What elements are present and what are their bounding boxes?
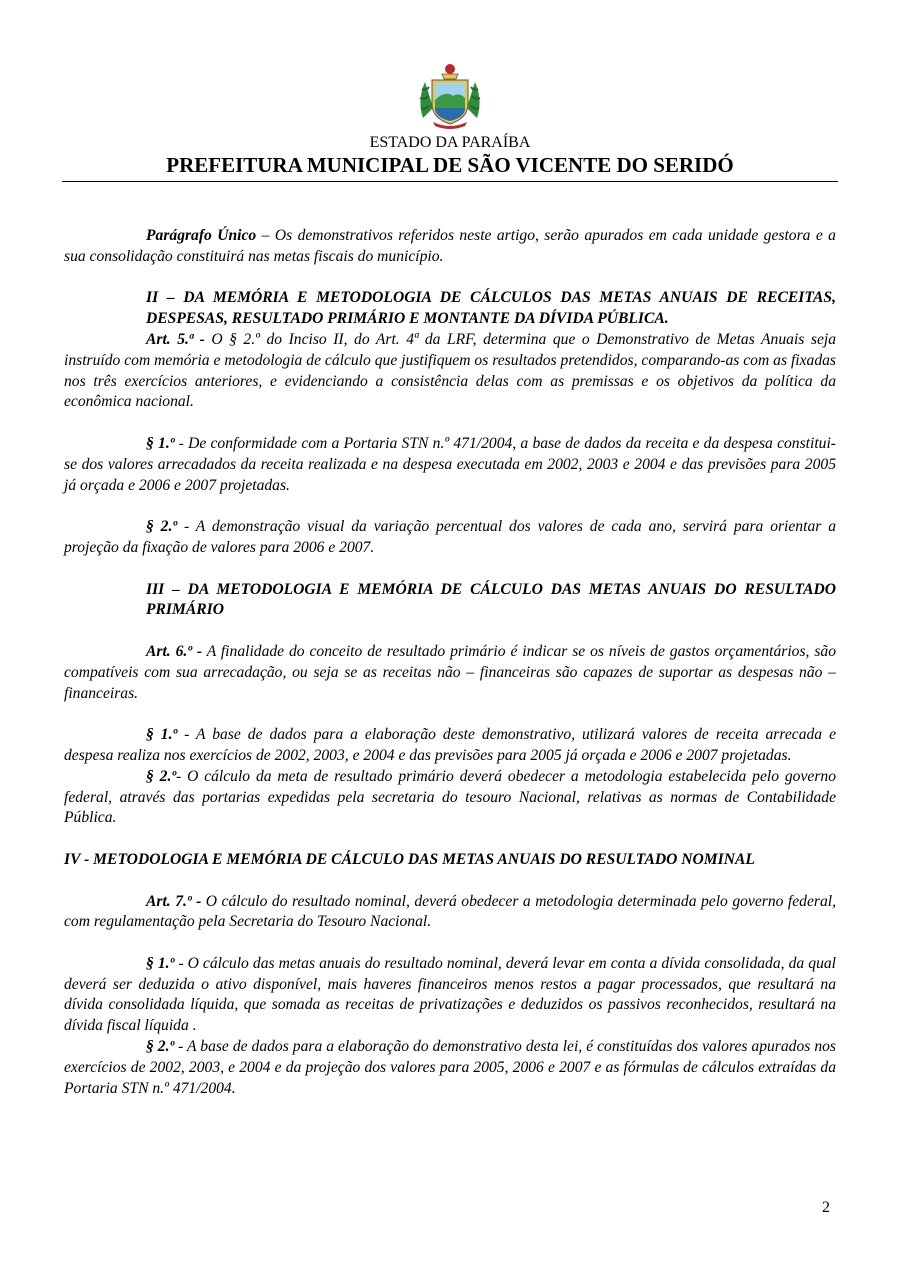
document-header — [0, 60, 900, 177]
page-number: 2 — [822, 1199, 830, 1216]
article-label: Art. 5.ª - — [146, 330, 205, 348]
section-text: - De conformidade com a Portaria STN n.º 471/2004, a base de dados da receita e da despesa constitui-se dos valores arrecadados da receita realizada e na despesa executada em 2002, 2003 e 2004 e das previsões para 2005 já orçada e 2006 e 2007 projetadas. — [64, 434, 836, 494]
section-label: § 2.º — [146, 1038, 175, 1056]
paragraph-unico — [64, 226, 836, 268]
article-5-section-1 — [64, 434, 836, 496]
section-label: § 1.º — [146, 954, 175, 972]
section-text: - A base de dados para a elaboração deste demonstrativo, utilizará valores de receita arrecada e despesa realiza nos exercícios de 2002, 2003, e 2004 e das previsões para 2005 já orçada e 2006 e 2007 projetadas. — [64, 726, 836, 764]
coat-of-arms-icon — [415, 60, 485, 130]
article-7 — [64, 892, 836, 934]
paragraph-label: Parágrafo Único — [146, 227, 257, 244]
article-5 — [64, 330, 836, 413]
article-7-section-2 — [64, 1037, 836, 1099]
section-text: - O cálculo da meta de resultado primário deverá obedecer a metodologia estabelecida pelo governo federal, através das portarias expedidas pela secretaria do tesouro Nacional, relativas as normas de Contabilidade Pública. — [64, 767, 836, 827]
section-label: § 1.º — [146, 726, 178, 744]
article-label: Art. 7.º - — [146, 892, 202, 910]
section-label: § 2.º — [146, 518, 178, 536]
article-6-section-1 — [64, 725, 836, 767]
document-body — [64, 226, 836, 1099]
article-6-section-2 — [64, 767, 836, 829]
paragraph-text: – Os demonstrativos referidos neste artigo, serão apurados em cada unidade gestora e a sua consolidação constituirá nas metas fiscais do município. — [64, 227, 836, 265]
section-label: § 1.º — [146, 434, 175, 452]
section-heading-iv: IV - METODOLOGIA E MEMÓRIA DE CÁLCULO DAS METAS ANUAIS DO RESULTADO NOMINAL — [64, 850, 755, 868]
municipality-name: PREFEITURA MUNICIPAL DE SÃO VICENTE DO SERIDÓ — [166, 153, 734, 177]
article-text: O § 2.º do Inciso II, do Art. 4ª da LRF, determina que o Demonstrativo de Metas Anuais seja instruído com memória e metodologia de cálculo que justifiquem os resultados pretendidos, comparando-as com as fixadas nos três exercícios anteriores, e evidenciando a consistência delas com as premissas e os objetivos da política da econômica nacional. — [64, 330, 836, 411]
article-7-section-1 — [64, 954, 836, 1037]
section-text: - A demonstração visual da variação percentual dos valores de cada ano, servirá para orientar a projeção da fixação de valores para 2006 e 2007. — [64, 518, 836, 556]
section-heading-iii: III – DA METODOLOGIA E MEMÓRIA DE CÁLCULO DAS METAS ANUAIS DO RESULTADO PRIMÁRIO — [146, 580, 836, 619]
article-text: O cálculo do resultado nominal, deverá obedecer a metodologia determinada pelo governo federal, com regulamentação pela Secretaria do Tesouro Nacional. — [64, 892, 836, 931]
section-text: - A base de dados para a elaboração do demonstrativo desta lei, é constituídas dos valores apurados nos exercícios de 2002, 2003, e 2004 e da projeção dos valores para 2005, 2006 e 2007 e as fórmulas de cálculos extraídas da Portaria STN n.º 471/2004. — [64, 1038, 836, 1097]
article-6 — [64, 642, 836, 704]
section-label: § 2.º — [146, 767, 177, 785]
section-text: - O cálculo das metas anuais do resultado nominal, deverá levar em conta a dívida consolidada, da qual deverá ser deduzida o ativo disponível, mais haveres financeiros menos restos a pagar processados, que resultará na dívida consolidada líquida, que somada as receitas de privatizações e deduzidos os passivos reconhecidos, resultará na dívida fiscal líquida . — [64, 954, 836, 1035]
section-heading-ii: II – DA MEMÓRIA E METODOLOGIA DE CÁLCULOS DAS METAS ANUAIS DE RECEITAS, DESPESAS, RESULTADO PRIMÁRIO E MONTANTE DA DÍVIDA PÚBLICA. — [146, 289, 836, 328]
state-name: ESTADO DA PARAÍBA — [369, 134, 531, 151]
header-divider — [62, 181, 838, 182]
article-text: A finalidade do conceito de resultado primário é indicar se os níveis de gastos orçamentários, são compatíveis com sua arrecadação, ou seja se as receitas não – financeiras são capazes de suportar as despesas não – financeiras. — [64, 642, 836, 702]
article-label: Art. 6.º - — [146, 642, 203, 660]
article-5-section-2 — [64, 517, 836, 559]
